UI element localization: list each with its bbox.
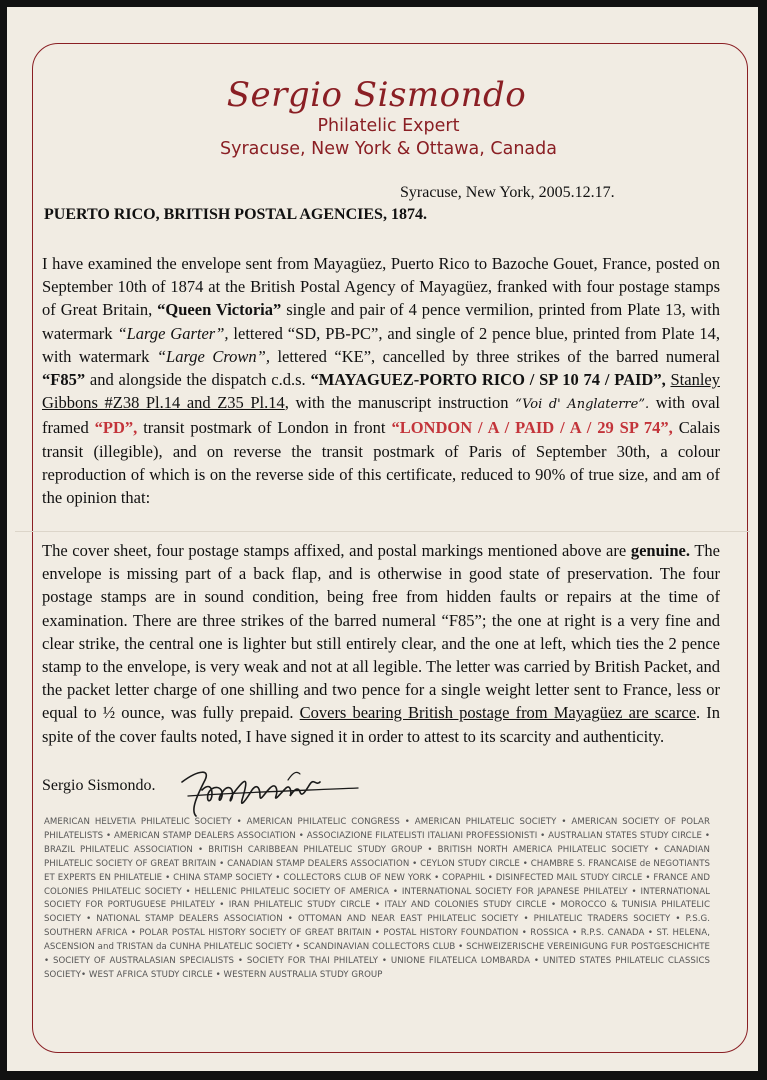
text-run: with oval framed [42,393,720,438]
letterhead [0,75,767,161]
red-marking: “LONDON / A / PAID / A / 29 SP 74”, [391,418,673,438]
text-run: Calais transit (illegible), and on reverse the transit postmark of Paris of September 30th, a colour reproduction of which is on the reverse side of this certificate, reduced to 90% of true size, and am of the opinion that: [42,418,720,508]
text-run: I have examined the envelope sent from Mayagüez, Puerto Rico to Bazoche Gouet, France, posted on September 10th of 1874 at the British Postal Agency of Mayagüez, franked with four postage stamps of Great Britain, [42,254,720,320]
bold-run: “F85” [42,370,86,390]
manuscript-instruction: “Voi d' Anglaterre”. [515,397,650,413]
subject-title: PUERTO RICO, BRITISH POSTAL AGENCIES, 1874. [44,206,427,223]
expert-name: Sergio Sismondo [226,75,527,115]
expert-role: Philatelic Expert [317,116,460,136]
text-run: transit postmark of London in front [137,418,392,438]
text-run: single and pair of 4 pence vermilion, printed from Plate 13, with watermark [42,300,720,343]
signature-icon [168,760,368,820]
bold-run: “MAYAGUEZ-PORTO RICO / SP 10 74 / PAID”, [310,370,666,390]
italic-run: “Large Crown”, [156,346,270,366]
closing-name: Sergio Sismondo. [42,777,156,794]
red-marking: “PD”, [94,418,138,438]
society-memberships: AMERICAN HELVETIA PHILATELIC SOCIETY • AMERICAN PHILATELIC CONGRESS • AMERICAN PHILATELIC SOCIETY • AMERICAN SOCIETY OF POLAR PHILATELISTS • AMERICAN STAMP DEALERS ASSOCIATION • ASSOCIAZIONE FILATELISTI ITALIANI PROFESSIONISTI • AUSTRALIAN STATES STUDY CIRCLE • BRAZIL PHILATELIC ASSOCIATION • BRITISH CARIBBEAN PHILATELIC STUDY GROUP • BRITISH NORTH AMERICA PHILATELIC SOCIETY • CANADIAN PHILATELIC SOCIETY OF GREAT BRITAIN • CANADIAN STAMP DEALERS ASSOCIATION • CEYLON STUDY CIRCLE • CHAMBRE S. FRANCAISE de NEGOTIANTS ET EXPERTS EN PHILATELIE • CHINA STAMP SOCIETY • COLLECTORS CLUB OF NEW YORK • COPAPHIL • DISINFECTED MAIL STUDY CIRCLE • FRANCE AND COLONIES PHILATELIC SOCIETY • HELLENIC PHILATELIC SOCIETY OF AMERICA • INTERNATIONAL SOCIETY FOR JAPANESE PHILATELY • INTERNATIONAL SOCIETY FOR PORTUGUESE PHILATELY • IRAN PHILATELIC STUDY CIRCLE • ITALY AND COLONIES STUDY CIRCLE • MOROCCO & TUNISIA PHILATELIC SOCIETY • NATIONAL STAMP DEALERS ASSOCIATION • OTTOMAN AND NEAR EAST PHILATELIC SOCIETY • PHILATELIC TRADERS SOCIETY • P.S.G. SOUTHERN AFRICA • POLAR POSTAL HISTORY SOCIETY OF GREAT BRITAIN • POSTAL HISTORY FOUNDATION • ROSSICA • R.P.S. CANADA • ST. HELENA, ASCENSION and TRISTAN da CUNHA PHILATELIC SOCIETY • SCANDINAVIAN COLLECTORS CLUB • SCHWEIZERISCHE VEREINIGUNG FUR POSTGESCHICHTE • SOCIETY OF AUSTRALASIAN SPECIALISTS • SOCIETY FOR THAI PHILATELY • UNIONE FILATELICA LOMBARDA • UNITED STATES PHILATELIC CLASSICS SOCIETY• WEST AFRICA STUDY CIRCLE • WESTERN AUSTRALIA STUDY GROUP [44,817,710,980]
bold-run: “Queen Victoria” [157,300,282,320]
text-run: and alongside the dispatch c.d.s. [85,370,311,390]
bold-run: genuine. [630,541,690,560]
scarcity-statement: Covers bearing British postage from Mayagüez are scarce [299,703,697,723]
fold-line [15,531,750,532]
expert-locations: Syracuse, New York & Ottawa, Canada [220,139,557,159]
text-run: The cover sheet, four postage stamps affixed, and postal markings mentioned above are [42,541,631,560]
text-run: The envelope is missing part of a back flap, and is otherwise in good state of preservation. The four postage stamps are in sound condition, being free from hidden faults or repairs at the time of examination. There are three strikes of the barred numeral “F85”; the one at right is a very fine and clear strike, the central one is lighter but still entirely clear, and the one at left, which ties the 2 pence stamp to the envelope, is very weak and not at all legible. The letter was carried by British Packet, and the packet letter charge of one shilling and two pence for a single weight letter sent to France, less or equal to ½ ounce, was fully prepaid. [42,541,720,723]
catalog-reference: Stanley Gibbons #Z38 Pl.14 and Z35 Pl.14 [42,370,720,413]
text-run: lettered “KE”, cancelled by three strikes of the barred numeral [269,346,720,366]
text-run: lettered “SD, PB-PC”, and single of 2 pence blue, printed from Plate 14, with watermark [42,323,721,366]
date-line: Syracuse, New York, 2005.12.17. [400,184,615,201]
italic-run: “Large Garter”, [117,323,229,343]
examination-paragraph [42,252,720,509]
text-run: , with the manuscript instruction [284,393,516,413]
text-run: . In spite of the cover faults noted, I have signed it in order to attest to its scarcity and authenticity. [42,703,721,746]
opinion-paragraph [42,539,720,748]
